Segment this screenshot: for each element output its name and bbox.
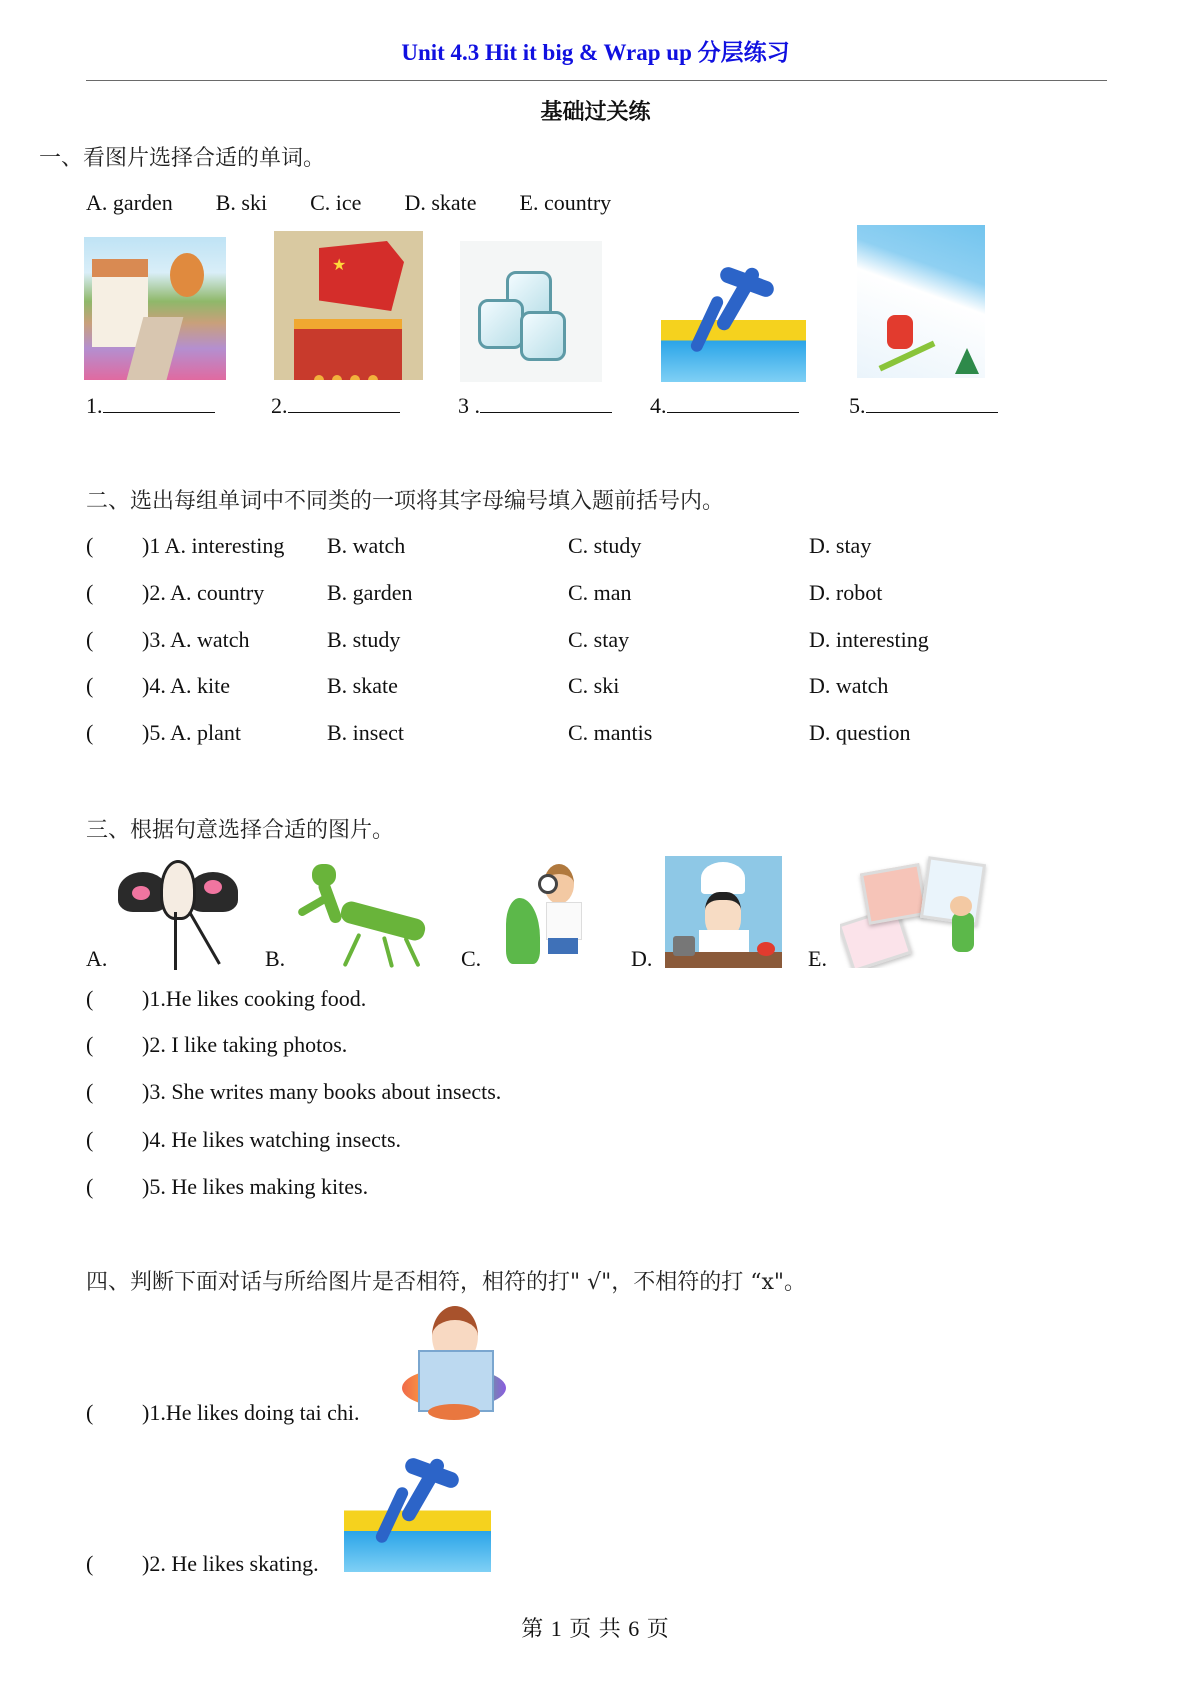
answer-paren[interactable]: (	[86, 1127, 94, 1152]
boy-reading-image	[392, 1304, 516, 1422]
option-d: D. skate	[404, 190, 477, 215]
answer-paren[interactable]: (	[86, 1400, 94, 1425]
option-b: B. skate	[327, 673, 398, 698]
sentence-5: ( )5. He likes making kites.	[86, 1174, 369, 1199]
table-row: ( )2. A. country	[86, 580, 265, 605]
sentence-3: ( )3. She writes many books about insects.	[86, 1079, 502, 1104]
option-d: D. stay	[809, 533, 872, 558]
photos-image	[840, 852, 990, 968]
answer-paren[interactable]: (	[86, 1079, 94, 1104]
blank-3[interactable]: 3 .	[458, 392, 612, 419]
answer-paren[interactable]: (	[86, 720, 94, 745]
option-c: C. mantis	[568, 720, 653, 745]
section1-heading: 一、看图片选择合适的单词。	[39, 146, 326, 171]
document-title: Unit 4.3 Hit it big & Wrap up 分层练习	[401, 40, 790, 65]
ice-cubes-image	[460, 241, 602, 382]
option-b: B. garden	[327, 580, 413, 605]
option-a: A. garden	[86, 190, 173, 215]
table-row: ( )3. A. watch	[86, 627, 250, 652]
kite-image	[118, 852, 240, 970]
option-d: D. interesting	[809, 627, 929, 652]
speed-skater-image-2	[344, 1435, 491, 1572]
label-a: A.	[86, 946, 108, 971]
section1-options	[86, 190, 611, 216]
option-b: B. study	[327, 627, 401, 652]
chef-image	[665, 856, 782, 968]
label-e: E.	[808, 946, 827, 971]
option-c: C. stay	[568, 627, 630, 652]
speed-skater-image	[661, 244, 806, 382]
garden-image	[84, 237, 226, 380]
boy-magnifier-image	[500, 858, 600, 970]
answer-paren[interactable]: (	[86, 1032, 94, 1057]
statement-1: ( )1.He likes doing tai chi.	[86, 1400, 360, 1425]
mantis-image	[290, 850, 440, 970]
option-c: C. study	[568, 533, 642, 558]
option-d: D. robot	[809, 580, 883, 605]
blank-5[interactable]: 5.	[849, 392, 998, 419]
answer-paren[interactable]: (	[86, 627, 94, 652]
section4-heading: 四、判断下面对话与所给图片是否相符，相符的打" √"，不相符的打 “x"。	[86, 1270, 807, 1295]
statement-2: ( )2. He likes skating.	[86, 1551, 319, 1576]
option-b: B. watch	[327, 533, 406, 558]
answer-paren[interactable]: (	[86, 533, 94, 558]
answer-paren[interactable]: (	[86, 1551, 94, 1576]
answer-paren[interactable]: (	[86, 1174, 94, 1199]
option-d: D. watch	[809, 673, 889, 698]
label-d: D.	[631, 946, 653, 971]
page-number: 第 1 页 共 6 页	[521, 1616, 670, 1641]
china-flag-image: ★	[274, 231, 423, 380]
sentence-2: ( )2. I like taking photos.	[86, 1032, 348, 1057]
label-b: B.	[265, 946, 286, 971]
table-row: ( )5. A. plant	[86, 720, 241, 745]
answer-paren[interactable]: (	[86, 673, 94, 698]
section2-heading: 二、选出每组单词中不同类的一项将其字母编号填入题前括号内。	[86, 489, 725, 514]
header-divider	[86, 80, 1107, 81]
answer-paren[interactable]: (	[86, 580, 94, 605]
skier-image	[857, 225, 985, 378]
blank-1[interactable]: 1.	[86, 392, 215, 419]
blank-2[interactable]: 2.	[271, 392, 400, 419]
sentence-4: ( )4. He likes watching insects.	[86, 1127, 402, 1152]
section3-heading: 三、根据句意选择合适的图片。	[86, 818, 395, 843]
option-c: C. ice	[310, 190, 362, 215]
option-c: C. ski	[568, 673, 620, 698]
label-c: C.	[461, 946, 482, 971]
section-level-title: 基础过关练	[540, 100, 651, 125]
option-c: C. man	[568, 580, 632, 605]
sentence-1: ( )1.He likes cooking food.	[86, 986, 367, 1011]
blank-4[interactable]: 4.	[650, 392, 799, 419]
option-e: E. country	[519, 190, 612, 215]
table-row: ( )1 A. interesting	[86, 533, 285, 558]
table-row: ( )4. A. kite	[86, 673, 230, 698]
option-b: B. ski	[215, 190, 268, 215]
option-d: D. question	[809, 720, 911, 745]
option-b: B. insect	[327, 720, 404, 745]
answer-paren[interactable]: (	[86, 986, 94, 1011]
